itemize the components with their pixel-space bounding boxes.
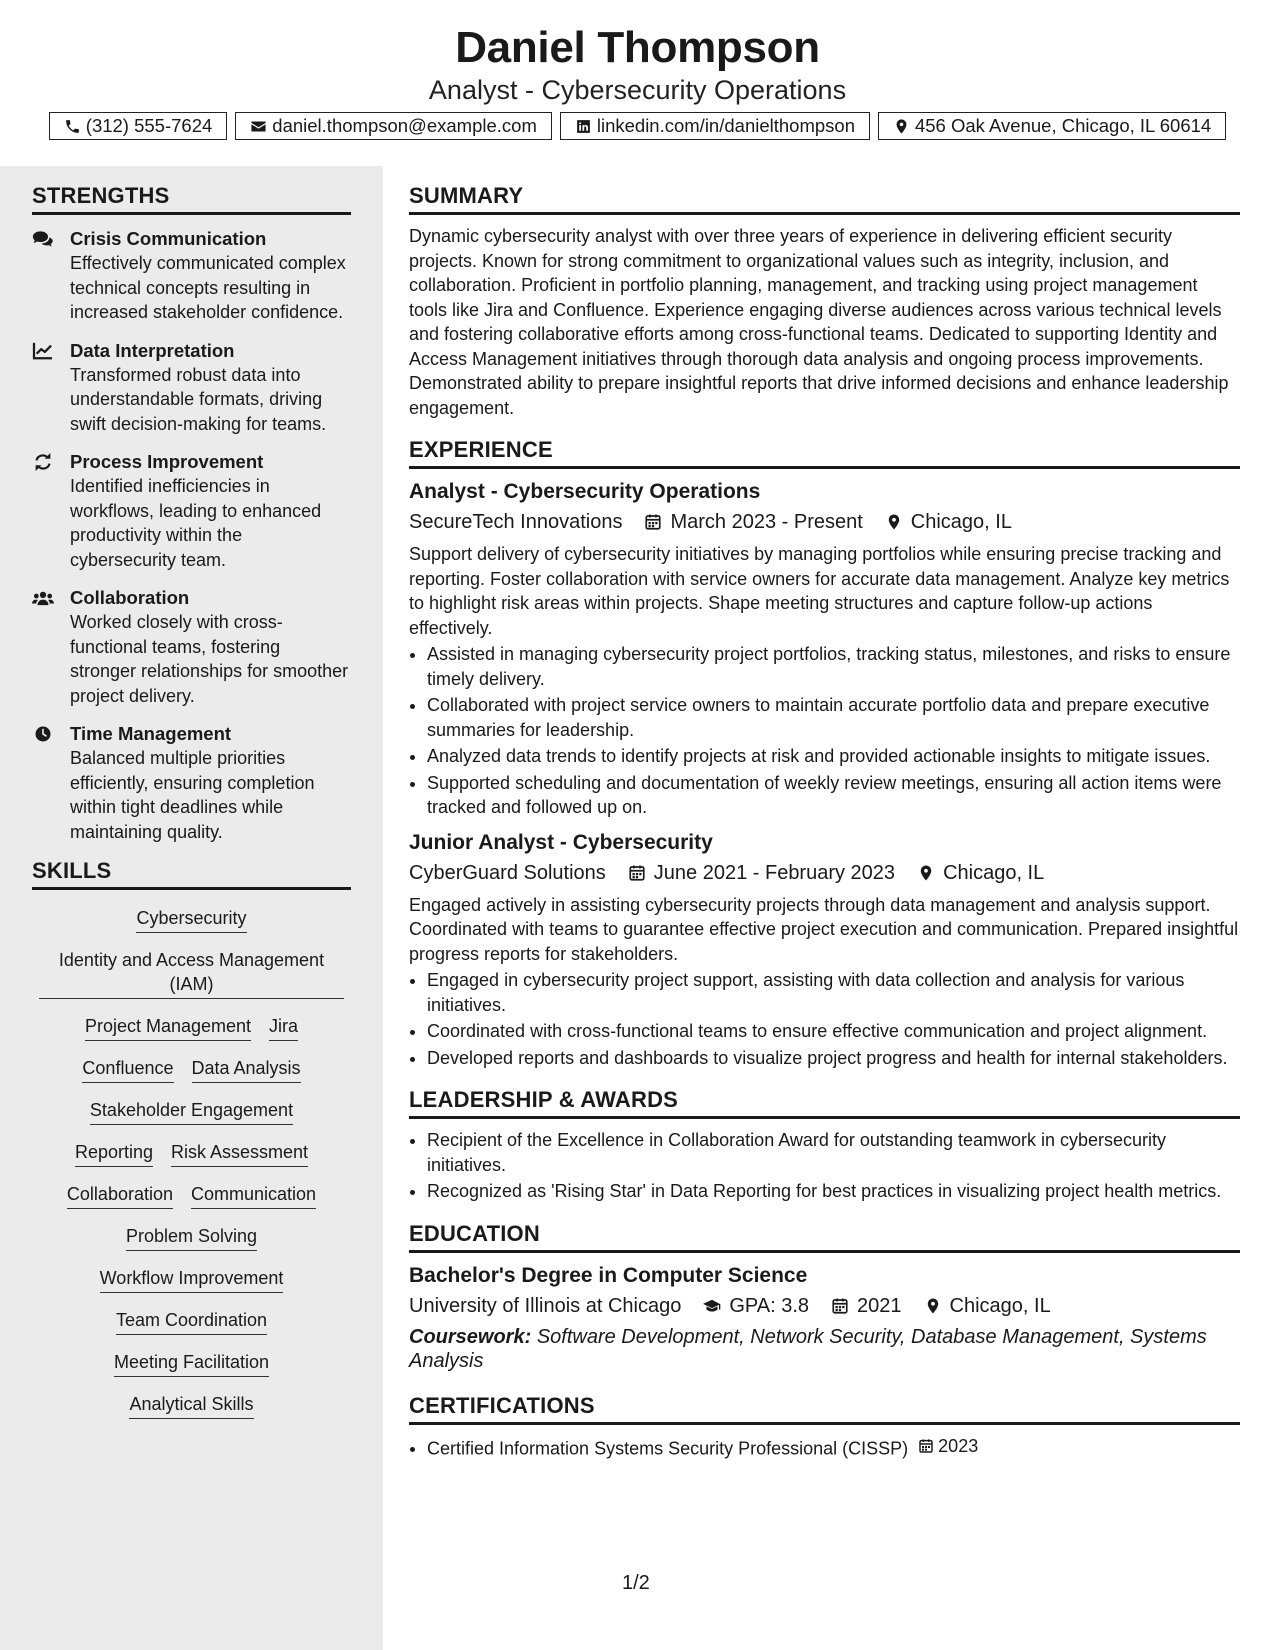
skill-tag: Risk Assessment (171, 1140, 308, 1167)
skills-heading: SKILLS (32, 858, 351, 890)
job-bullets (409, 642, 1240, 820)
chart-line-icon (32, 342, 54, 360)
job-bullets (409, 968, 1240, 1070)
strength-item (32, 586, 351, 708)
contact-linkedin[interactable] (560, 112, 870, 140)
strengths-heading: STRENGTHS (32, 183, 351, 215)
job-bullet: • Assisted in managing cybersecurity project portfolios, tracking status, milestones, and risks to ensure timely delivery. (427, 642, 1240, 691)
job-location: Chicago, IL (943, 861, 1045, 884)
contact-phone[interactable] (49, 112, 228, 140)
skill-tag: Team Coordination (116, 1308, 267, 1335)
skill-tag: Jira (269, 1014, 298, 1041)
candidate-name: Daniel Thompson (455, 23, 820, 72)
strengths-list (32, 227, 351, 844)
map-marker-icon (885, 513, 903, 531)
job-meta (409, 859, 1240, 887)
phone-icon (64, 118, 81, 135)
contact-bar (0, 112, 1275, 140)
phone-text: (312) 555-7624 (85, 115, 213, 136)
degree-title: Bachelor's Degree in Computer Science (409, 1263, 808, 1287)
summary-heading: SUMMARY (409, 183, 1240, 215)
users-icon (32, 589, 54, 607)
strength-title: Time Management (70, 723, 232, 744)
certifications-heading: CERTIFICATIONS (409, 1393, 1240, 1425)
strength-title: Collaboration (70, 587, 190, 608)
clock-icon (32, 725, 54, 743)
strength-desc: Worked closely with cross-functional teams, fostering stronger relationships for smoother project delivery. (70, 612, 349, 706)
certification-name: Certified Information Systems Security Professional (CISSP) (427, 1437, 909, 1458)
job-bullet: • Supported scheduling and documentation of weekly review meetings, ensuring all action items were tracked and followed up on. (427, 771, 1240, 820)
job-title: Junior Analyst - Cybersecurity (409, 830, 713, 854)
comments-icon (32, 230, 54, 248)
map-marker-icon (893, 118, 910, 135)
award-item: • Recognized as 'Rising Star' in Data Reporting for best practices in visualizing project health metrics. (427, 1179, 1240, 1204)
job-summary: Engaged actively in assisting cybersecurity projects through data management and analysis support. Coordinated with teams to guarantee effective project execution and communication. Prepared insightful progress reports for stakeholders. (409, 894, 1239, 964)
strength-item (32, 450, 351, 572)
sidebar (0, 166, 383, 1650)
strength-title: Data Interpretation (70, 339, 235, 361)
coursework-list: Software Development, Network Security, Database Management, Systems Analysis (409, 1325, 1207, 1372)
certifications-list (409, 1434, 1240, 1461)
map-marker-icon (924, 1297, 942, 1315)
strength-item (32, 227, 351, 325)
job-bullet: • Engaged in cybersecurity project support, assisting with data collection and analysis for various initiatives. (427, 968, 1240, 1017)
skill-tag: Confluence (82, 1056, 173, 1083)
skill-tag: Identity and Access Management (IAM) (39, 948, 344, 999)
graduation-year: 2021 (857, 1294, 902, 1317)
email-text: daniel.thompson@example.com (272, 115, 537, 136)
resume-body (0, 166, 1275, 1650)
leadership-list (409, 1128, 1240, 1204)
job-meta (409, 508, 1240, 536)
education-heading: EDUCATION (409, 1221, 1240, 1253)
contact-email[interactable] (235, 112, 552, 140)
skill-tag: Stakeholder Engagement (90, 1098, 293, 1125)
skills-list (32, 906, 351, 1419)
sync-icon (32, 453, 54, 471)
skill-tag: Communication (191, 1182, 316, 1209)
company-name: SecureTech Innovations (409, 511, 623, 533)
certification-item (427, 1434, 1240, 1461)
main-content (409, 166, 1240, 1462)
calendar-icon (644, 513, 662, 531)
strength-desc: Balanced multiple priorities efficiently, ensuring completion within tight deadlines while maintaining quality. (70, 748, 315, 842)
calendar-icon (628, 864, 646, 882)
skill-tag: Workflow Improvement (100, 1266, 284, 1293)
job-dates: March 2023 - Present (670, 511, 863, 533)
education-meta (409, 1292, 1240, 1320)
company-name: CyberGuard Solutions (409, 861, 606, 884)
address-text: 456 Oak Avenue, Chicago, IL 60614 (914, 115, 1212, 136)
leadership-heading: LEADERSHIP & AWARDS (409, 1087, 1240, 1119)
school-name: University of Illinois at Chicago (409, 1294, 682, 1317)
job-bullet: • Analyzed data trends to identify projects at risk and provided actionable insights to mitigate issues. (427, 744, 1240, 769)
award-item: • Recipient of the Excellence in Collaboration Award for outstanding teamwork in cybersecurity initiatives. (427, 1128, 1240, 1177)
skill-tag: Analytical Skills (129, 1392, 253, 1419)
coursework-label: Coursework: (409, 1325, 532, 1348)
strength-desc: Effectively communicated complex technical concepts resulting in increased stakeholder confidence. (70, 253, 346, 322)
calendar-icon (918, 1438, 934, 1454)
summary-text: Dynamic cybersecurity analyst with over three years of experience in delivering efficient security projects. Known for strong commitment to organizational values such as integrity, inclusion, and collaboration. Proficient in portfolio planning, management, and tracking using project management tools like Jira and Confluence. Experience engaging diverse audiences across various technical levels and fostering collaborative efforts among cross-functional teams. Dedicated to supporting Identity and Access Management initiatives through thorough data analysis and ongoing process improvements. Demonstrated ability to prepare insightful reports that drive informed decisions and enhance leadership engagement. (409, 226, 1229, 418)
graduation-cap-icon (703, 1297, 721, 1315)
contact-address[interactable] (878, 112, 1226, 140)
education-location: Chicago, IL (949, 1294, 1051, 1317)
calendar-icon (831, 1297, 849, 1315)
map-marker-icon (917, 864, 935, 882)
page-number: 1/2 (622, 1572, 650, 1594)
job-entry (409, 479, 1240, 820)
skill-tag: Collaboration (67, 1182, 173, 1209)
job-entry (409, 830, 1240, 1071)
job-bullet: • Developed reports and dashboards to visualize project progress and health for internal stakeholders. (427, 1046, 1240, 1071)
job-bullet: • Coordinated with cross-functional teams to ensure effective communication and project alignment. (427, 1019, 1240, 1044)
job-dates: June 2021 - February 2023 (653, 861, 896, 884)
candidate-title: Analyst - Cybersecurity Operations (428, 75, 847, 105)
job-title: Analyst - Cybersecurity Operations (409, 480, 761, 503)
linkedin-icon (575, 118, 592, 135)
strength-item (32, 722, 351, 844)
envelope-icon (250, 118, 267, 135)
strength-title: Process Improvement (70, 451, 264, 472)
strength-desc: Transformed robust data into understandable formats, driving swift decision-making for teams. (70, 364, 327, 434)
skill-tag: Problem Solving (126, 1224, 257, 1251)
skill-tag: Cybersecurity (136, 906, 246, 933)
strength-desc: Identified inefficiencies in workflows, leading to enhanced productivity within the cybersecurity team. (70, 476, 322, 570)
linkedin-text: linkedin.com/in/danielthompson (596, 115, 855, 136)
skill-tag: Data Analysis (192, 1056, 301, 1083)
skill-tag: Project Management (85, 1014, 251, 1041)
job-bullet: • Collaborated with project service owners to maintain accurate portfolio data and prepare executive summaries for leadership. (427, 693, 1240, 742)
strength-title: Crisis Communication (70, 228, 267, 249)
certification-year: 2023 (938, 1435, 979, 1456)
experience-heading: EXPERIENCE (409, 437, 1240, 469)
resume-header (0, 0, 1275, 140)
skill-tag: Reporting (75, 1140, 153, 1167)
job-location: Chicago, IL (910, 511, 1012, 533)
job-summary: Support delivery of cybersecurity initiatives by managing portfolios while ensuring precise tracking and reporting. Foster collaboration with service owners for accurate data management. Analyze key metrics to highlight risk areas within projects. Shape meeting structures and capture follow-up actions effectively. (409, 544, 1230, 638)
strength-item (32, 339, 351, 437)
coursework (409, 1325, 1240, 1373)
gpa: GPA: 3.8 (729, 1294, 810, 1317)
skill-tag: Meeting Facilitation (114, 1350, 269, 1377)
